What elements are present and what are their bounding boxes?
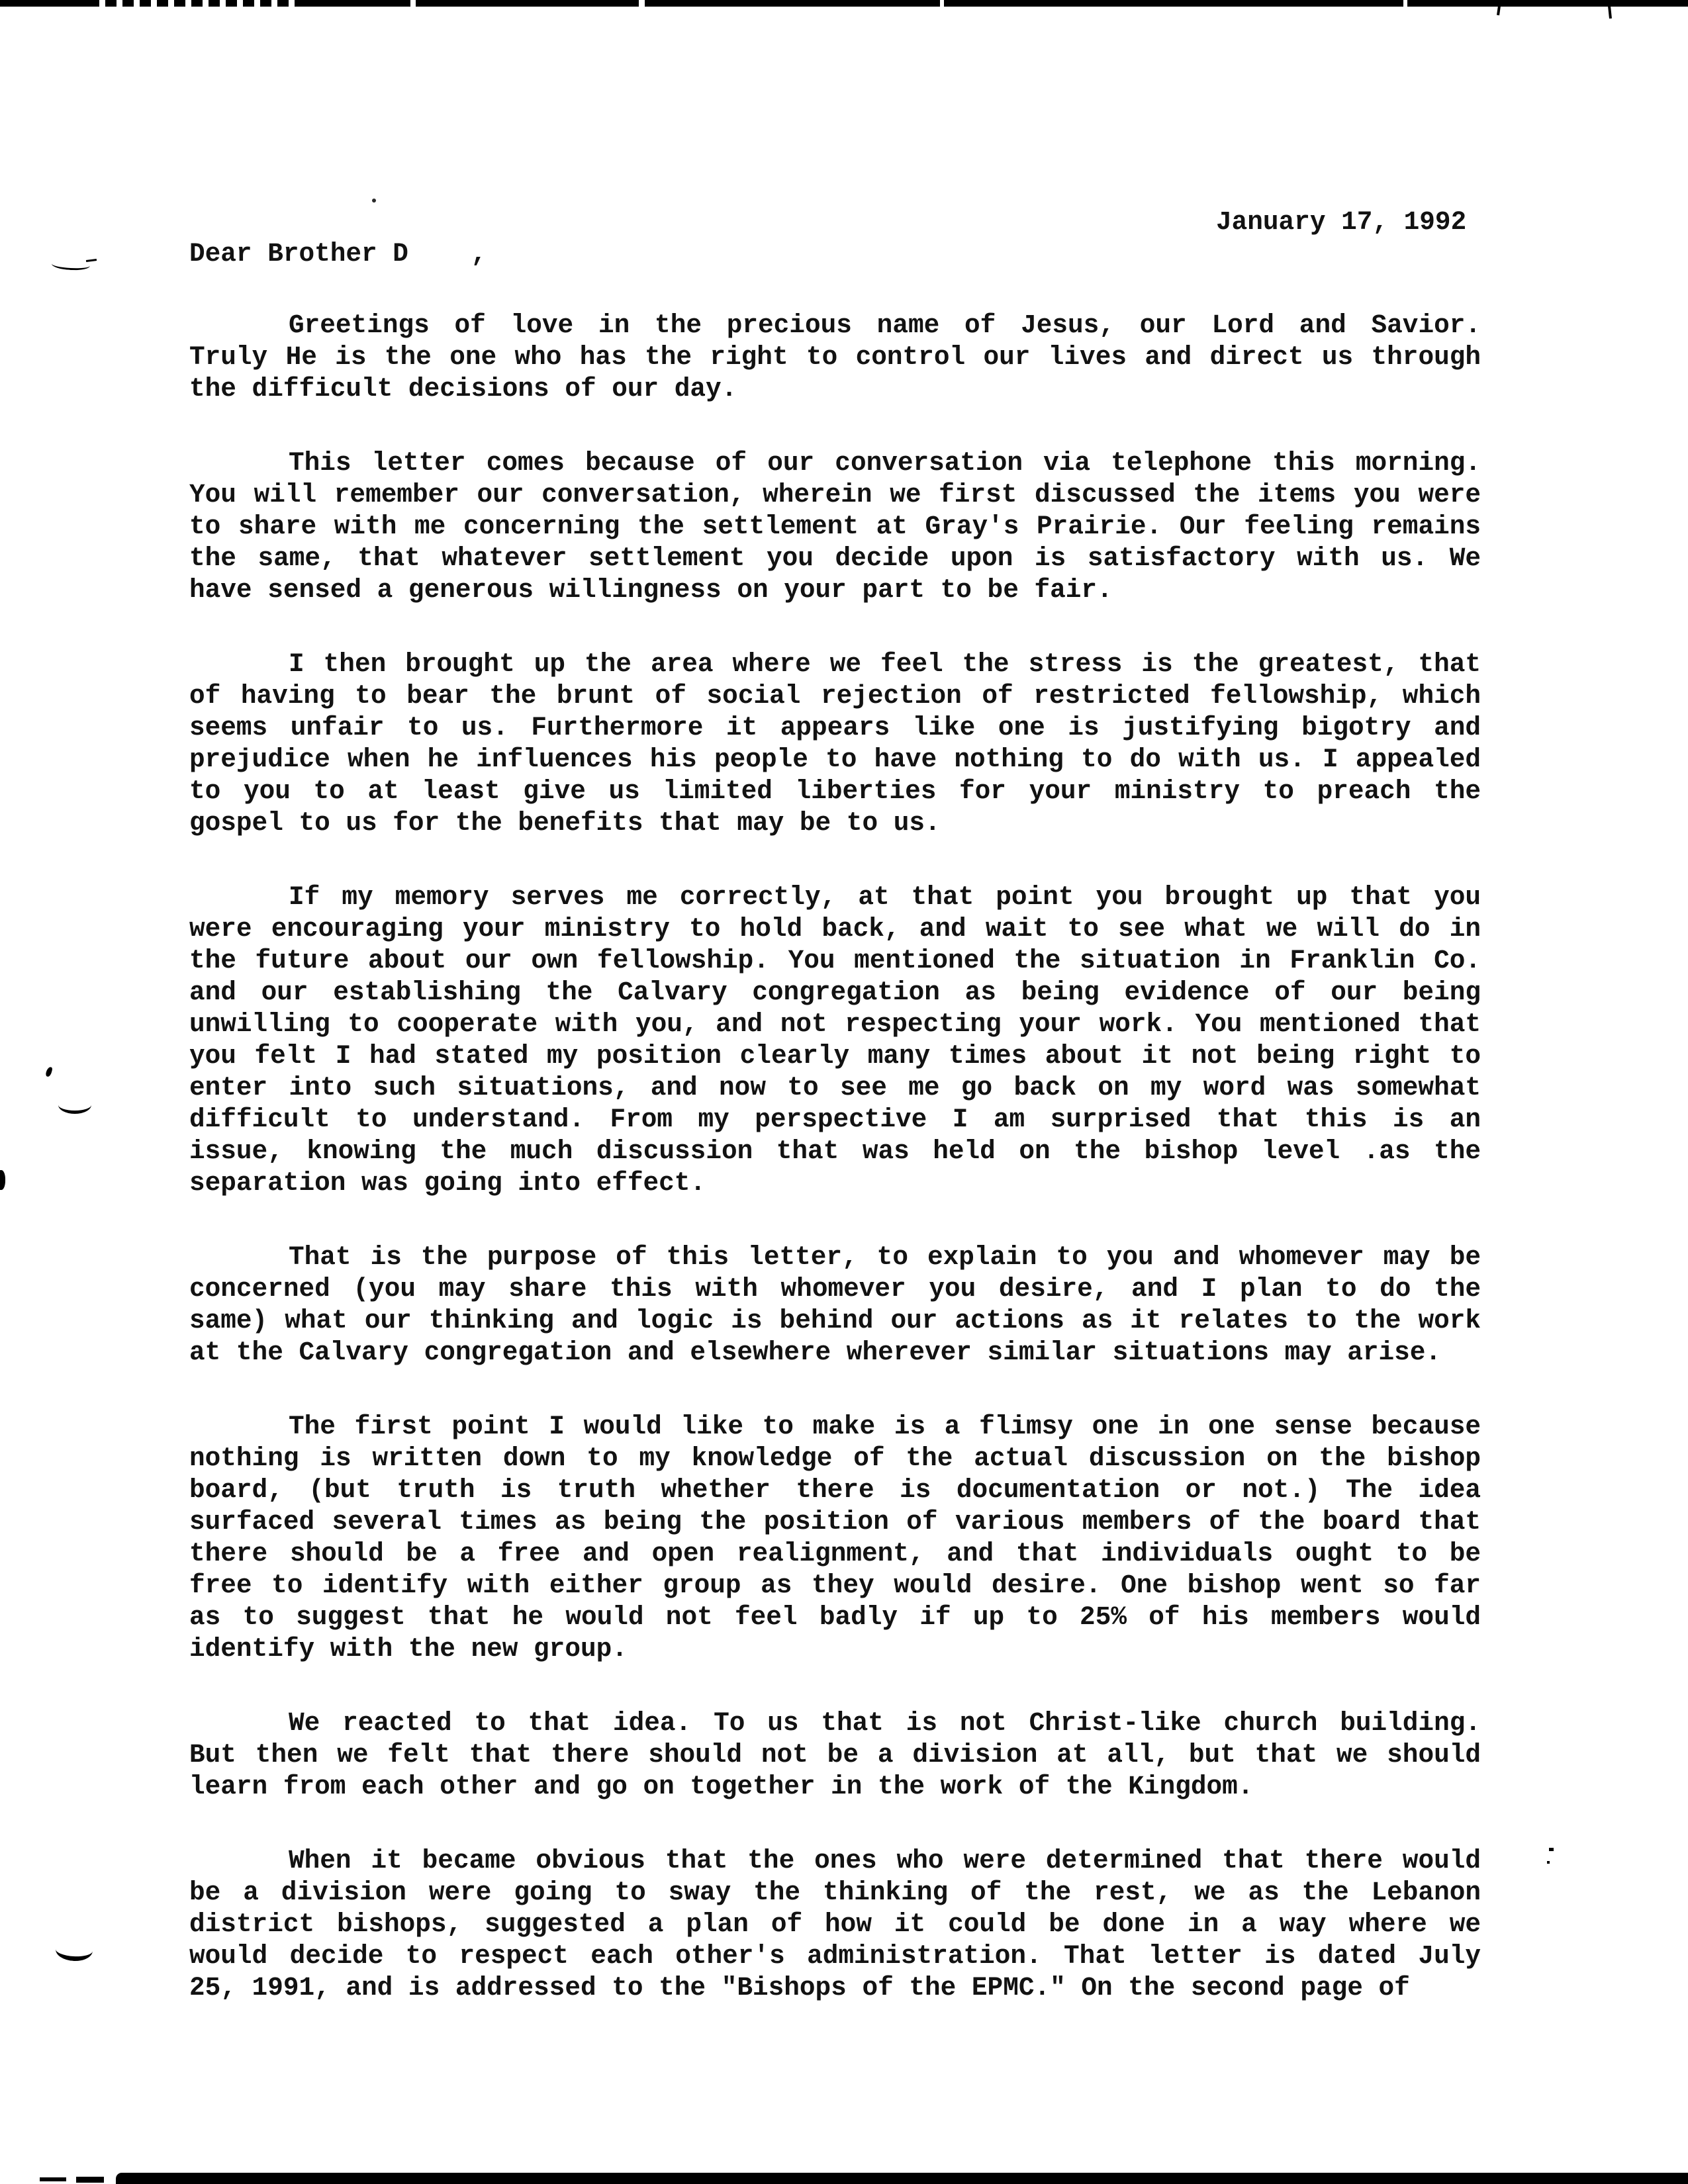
letter-line: nothing is written down to my knowledge of the actual discussion on the bishop (189, 1443, 1481, 1473)
letter-line: You will remember our conversation, wherein we first discussed the items you were (189, 480, 1481, 510)
letter-line: and our establishing the Calvary congregation as being evidence of our being (189, 978, 1481, 1007)
letter-line: separation was going into effect. (189, 1168, 706, 1198)
letter-line: the same, that whatever settlement you decide upon is satisfactory with us. We (189, 543, 1481, 573)
scan-artifact-gap (410, 0, 416, 7)
letter-line: to you to at least give us limited liberties for your ministry to preach the (189, 776, 1481, 806)
letter-line: gospel to us for the benefits that may be to us. (189, 808, 941, 838)
letter-line: the difficult decisions of our day. (189, 374, 737, 404)
letter-line: learn from each other and go on together in the work of the Kingdom. (189, 1772, 1254, 1801)
letter-line: of having to bear the brunt of social rejection of restricted fellowship, which (189, 681, 1481, 711)
paragraph (189, 1845, 1481, 2004)
letter-line: This letter comes because of our conversation via telephone this morning. (289, 448, 1481, 478)
letter-line: 25, 1991, and is addressed to the "Bishops of the EPMC." On the second page of (189, 1973, 1410, 2003)
scan-artifact-dot (372, 199, 376, 203)
letter-line: you felt I had stated my position clearly many times about it not being right to (189, 1041, 1481, 1071)
letter-line: have sensed a generous willingness on your part to be fair. (189, 575, 1113, 605)
scan-artifact-pen-dash (86, 259, 97, 262)
letter-line: Truly He is the one who has the right to control our lives and direct us through (189, 342, 1481, 372)
letter-line: That is the purpose of this letter, to explain to you and whomever may be (289, 1242, 1481, 1272)
paragraph (189, 447, 1481, 606)
letter-line: prejudice when he influences his people to have nothing to do with us. I appealed (189, 745, 1481, 774)
letter-line: The first point I would like to make is a flimsy one in one sense because (289, 1412, 1481, 1441)
letter-line: issue, knowing the much discussion that was held on the bishop level .as the (189, 1136, 1481, 1166)
scan-artifact-bottom-dash (76, 2177, 104, 2183)
scan-artifact-top-bar (0, 0, 1688, 7)
letter-line: When it became obvious that the ones who were determined that there would (289, 1846, 1481, 1876)
letter-body (189, 310, 1481, 2004)
scan-artifact-hook (1608, 6, 1612, 19)
scan-artifact-edge-blob (0, 1170, 5, 1190)
letter-line: concerned (you may share this with whomever you desire, and I plan to do the (189, 1274, 1481, 1304)
letter-line: would decide to respect each other's administration. That letter is dated July (189, 1941, 1481, 1971)
paragraph (189, 882, 1481, 1199)
scan-artifact-gap (639, 0, 645, 7)
letter-line: identify with the new group. (189, 1634, 628, 1664)
scan-artifact-bottom-bar (116, 2173, 1688, 2184)
scan-artifact-pen-tick (45, 1066, 52, 1077)
scan-artifact-gap (940, 0, 944, 7)
paragraph (189, 1707, 1481, 1803)
letter-line: the future about our own fellowship. You mentioned the situation in Franklin Co. (189, 946, 1481, 976)
letter-line: surfaced several times as being the position of various members of the board that (189, 1507, 1481, 1537)
letter-line: board, (but truth is truth whether there is documentation or not.) The idea (189, 1475, 1481, 1505)
letter-line: were encouraging your ministry to hold back, and wait to see what we will do in (189, 914, 1481, 944)
letter-line: same) what our thinking and logic is behind our actions as it relates to the work (189, 1306, 1481, 1336)
scan-artifact-pen-curve (55, 1938, 93, 1962)
scan-artifact-pen-curve (58, 1096, 91, 1114)
letter-line: If my memory serves me correctly, at that point you brought up that you (289, 882, 1481, 912)
paragraph (189, 649, 1481, 839)
letter-line: be a division were going to sway the thinking of the rest, we as the Lebanon (189, 1878, 1481, 1907)
letter-line: seems unfair to us. Furthermore it appears like one is justifying bigotry and (189, 713, 1481, 743)
scan-artifact-top-dashes (99, 0, 306, 7)
letter-line: We reacted to that idea. To us that is not Christ-like church building. (289, 1708, 1481, 1738)
letter-line: Greetings of love in the precious name of Jesus, our Lord and Savior. (289, 310, 1481, 340)
letter-date: January 17, 1992 (1216, 207, 1467, 237)
paragraph (189, 1411, 1481, 1665)
scan-artifact-speck (1547, 1861, 1550, 1864)
letter-line: as to suggest that he would not feel badly if up to 25% of his members would (189, 1602, 1481, 1632)
scan-artifact-bottom-dash (40, 2177, 66, 2181)
scan-artifact-pen-curve (52, 258, 91, 271)
letter-line: unwilling to cooperate with you, and not respecting your work. You mentioned that (189, 1009, 1481, 1039)
scan-artifact-hook (1497, 6, 1501, 15)
letter-line: difficult to understand. From my perspective I am surprised that this is an (189, 1105, 1481, 1134)
letter-line: to share with me concerning the settlement at Gray's Prairie. Our feeling remains (189, 512, 1481, 541)
paragraph (189, 310, 1481, 405)
scan-artifact-gap (1403, 0, 1407, 7)
letter-line: I then brought up the area where we feel the stress is the greatest, that (289, 649, 1481, 679)
paragraph (189, 1242, 1481, 1369)
letter-line: district bishops, suggested a plan of how it could be done in a way where we (189, 1909, 1481, 1939)
letter-line: enter into such situations, and now to see me go back on my word was somewhat (189, 1073, 1481, 1103)
letter-line: free to identify with either group as they would desire. One bishop went so far (189, 1570, 1481, 1600)
letter-line: But then we felt that there should not be a division at all, but that we should (189, 1740, 1481, 1770)
letter-line: at the Calvary congregation and elsewhere wherever similar situations may arise. (189, 1338, 1442, 1367)
scan-artifact-speck (1549, 1848, 1554, 1851)
letter-salutation: Dear Brother D , (189, 239, 487, 269)
letter-line: there should be a free and open realignment, and that individuals ought to be (189, 1539, 1481, 1569)
